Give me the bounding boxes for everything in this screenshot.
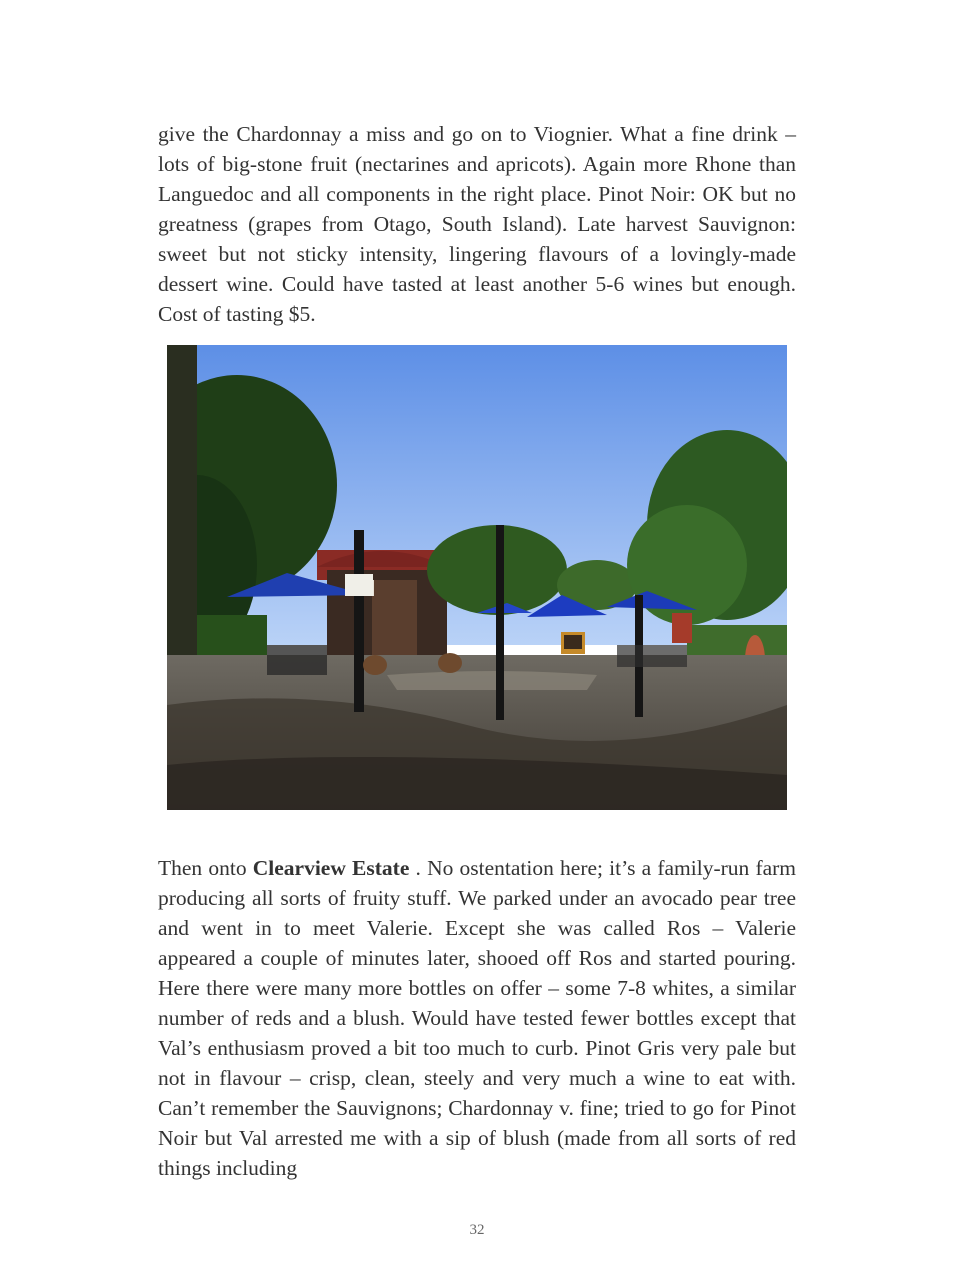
paragraph-clearview-estate <box>158 853 796 1183</box>
estate-name: Clearview Estate <box>252 856 410 880</box>
paragraph-body: . No ostentation here; it’s a family-run farm producing all sorts of fruity stuff. We parked under an avocado pear tree and went in to meet Valerie. Except she was called Ros – Valerie appeared a couple of minutes later, shooed off Ros and started pouring. Here there were many more bottles on offer – some 7-8 whites, a similar number of reds and a blush. Would have tested fewer bottles except that Val’s enthusiasm proved a bit too much to curb. Pinot Gris very pale but not in flavour – crisp, clean, steely and very much a wine to eat with. Can’t remember the Sauvignons; Chardonnay v. fine; tried to go for Pinot Noir but Val arrested me with a sip of blush (made from all sorts of red things including <box>158 856 797 1180</box>
paragraph-viognier-tasting: give the Chardonnay a miss and go on to Viognier. What a fine drink – lots of big-stone fruit (nectarines and apricots). Again more Rhone than Languedoc and all components in the right place. Pinot Noir: OK but no greatness (grapes from Otago, South Island). Late harvest Sauvignon: sweet but not sticky intensity, lingering flavours of a lovingly-made dessert wine. Could have tasted at least another 5-6 wines but enough. Cost of tasting $5. <box>158 122 796 326</box>
paragraph-intro: Then onto <box>158 856 247 880</box>
page-number: 32 <box>469 1222 485 1238</box>
winery-courtyard-photo <box>167 345 787 810</box>
